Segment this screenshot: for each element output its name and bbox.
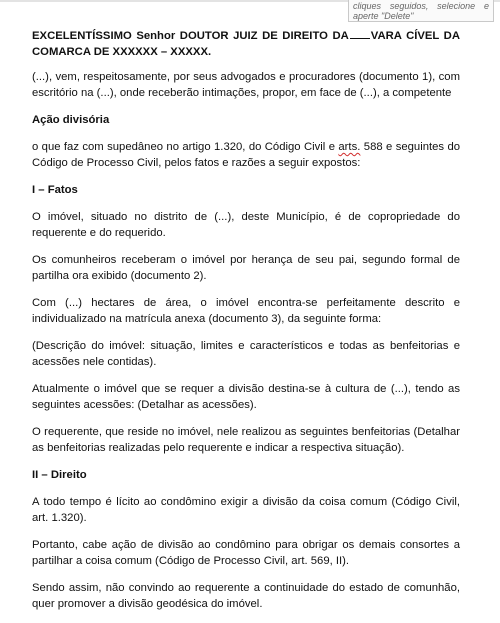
legal-basis-end: 588 e seguintes do Código de Processo Civil, pelos fatos e razões a seguir expostos: (32, 141, 461, 169)
facts-paragraph: Com (...) hectares de área, o imóvel encontra-se perfeitamente descrito e individualizado na matrícula anexa (documento 3), da seguinte forma: (32, 297, 460, 325)
facts-paragraph: Atualmente o imóvel que se requer a divisão destina-se à cultura de (...), tendo as seguintes acessões: (Detalhar as acessões). (32, 383, 460, 411)
law-paragraph: A todo tempo é lícito ao condômino exigir a divisão da coisa comum (Código Civil, art. 1.320). (32, 496, 460, 524)
facts-paragraph: (Descrição do imóvel: situação, limites e característicos e todas as benfeitorias e acessões nele contidas). (32, 340, 460, 368)
intro-paragraph: (...), vem, respeitosamente, por seus advogados e procuradores (documento 1), com escritório na (...), onde receberão intimações, propor, em face de (...), a competente (32, 71, 460, 99)
facts-paragraph: O requerente, que reside no imóvel, nele realizou as seguintes benfeitorias (Detalhar as benfeitorias realizadas pelo requerente e indicar a respectiva situação). (32, 426, 460, 454)
document-heading (32, 28, 460, 60)
facts-paragraph: O imóvel, situado no distrito de (...), deste Município, é de copropriedade do requerente e do requerido. (32, 211, 460, 239)
section-law-title: II – Direito (32, 469, 87, 481)
action-title: Ação divisória (32, 114, 110, 126)
help-tooltip (348, 0, 494, 22)
law-paragraph: Portanto, cabe ação de divisão ao condômino para obrigar os demais consortes a partilhar a coisa comum (Código de Processo Civil, art. 569, II). (32, 539, 460, 567)
heading-text-start: EXCELENTÍSSIMO Senhor DOUTOR JUIZ DE DIREITO DA (32, 30, 349, 42)
document-body[interactable] (32, 28, 460, 623)
heading-text-end: VARA CÍVEL DA COMARCA DE XXXXXX – XXXXX. (32, 30, 460, 58)
legal-basis-start: o que faz com supedâneo no artigo 1.320, do Código Civil e (32, 141, 335, 153)
heading-blank-line (350, 28, 370, 39)
facts-paragraph: Os comunheiros receberam o imóvel por herança de seu pai, segundo formal de partilha ora exibido (documento 2). (32, 254, 460, 282)
spellcheck-flagged-word[interactable]: arts. (338, 141, 361, 153)
law-paragraph: Sendo assim, não convindo ao requerente a continuidade do estado de comunhão, quer promover a divisão geodésica do imóvel. (32, 582, 460, 610)
section-facts-title: I – Fatos (32, 184, 78, 196)
legal-basis-paragraph (32, 139, 460, 171)
help-tooltip-text: cliques seguidos, selecione e aperte "Delete" (353, 1, 489, 21)
